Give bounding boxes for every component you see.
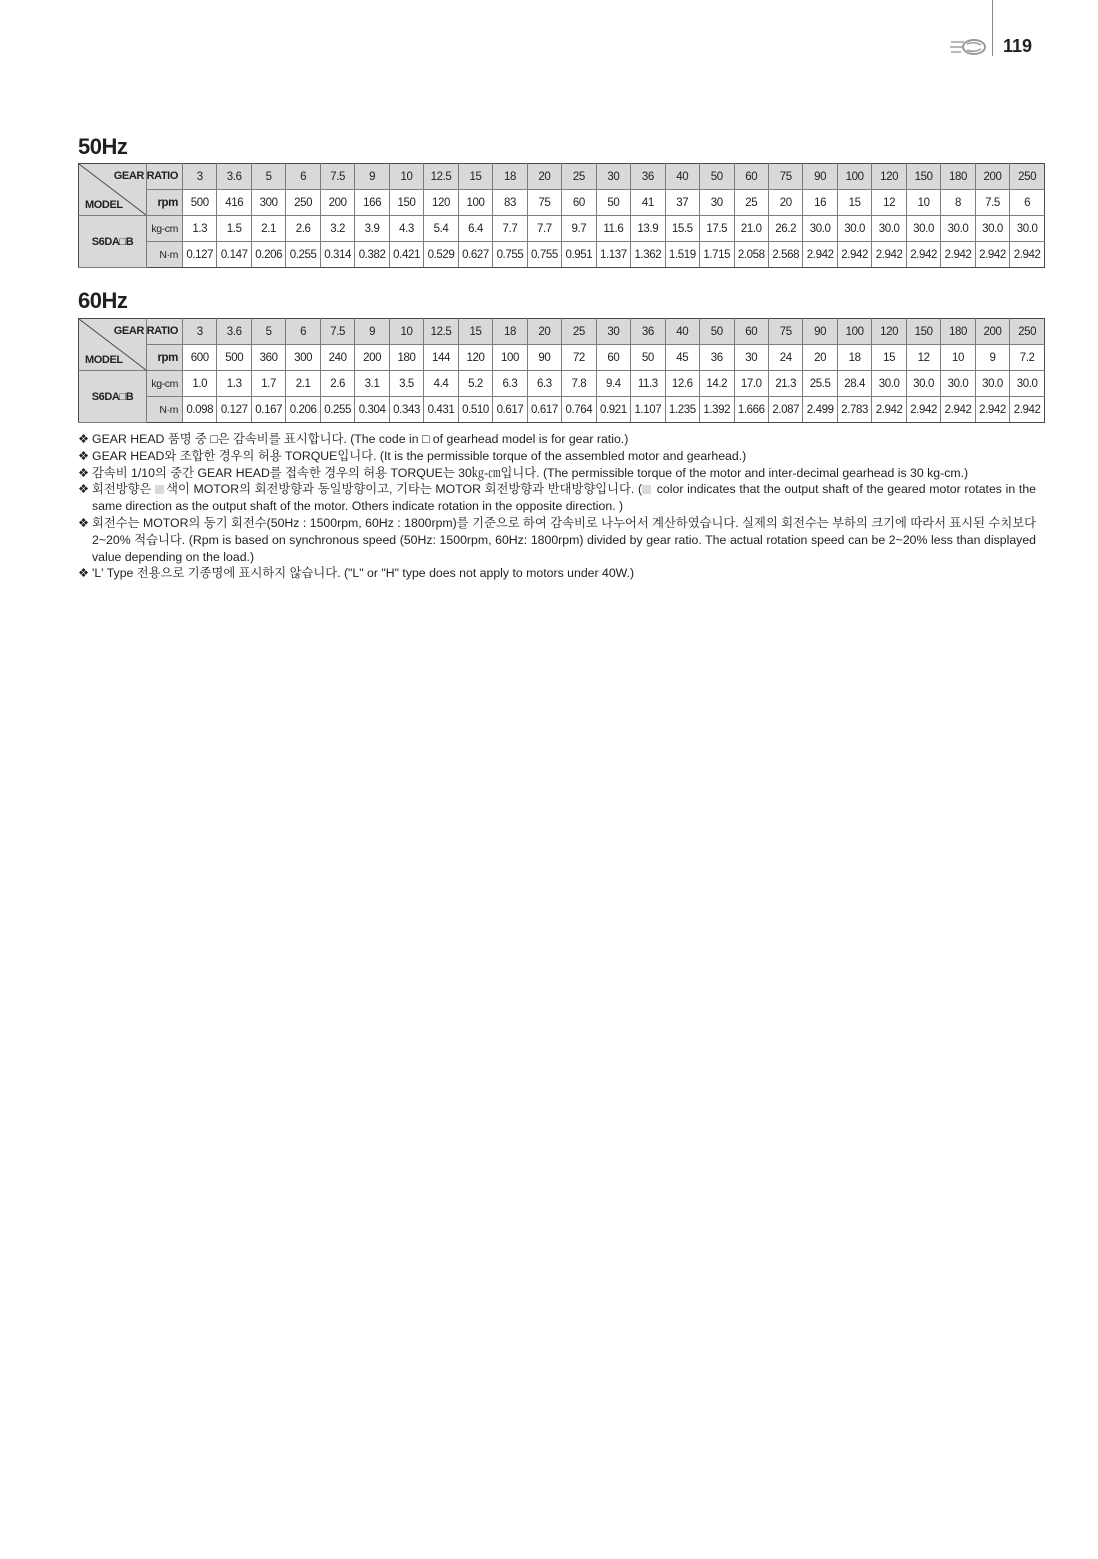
gear-ratio-cell: 75 — [768, 319, 802, 345]
gear-ratio-cell: 250 — [1010, 319, 1045, 345]
note-text: GEAR HEAD와 조합한 경우의 허용 TORQUE입니다. (It is the permissible torque of the assembled motor and gearhead.) — [92, 448, 747, 463]
unit-nm-label: N·m — [147, 242, 183, 268]
kgcm-value-cell: 11.6 — [596, 216, 630, 242]
kgcm-value-cell: 17.0 — [734, 371, 768, 397]
gear-ratio-cell: 6 — [286, 164, 320, 190]
rpm-value-cell: 100 — [493, 345, 527, 371]
gear-ratio-cell: 75 — [768, 164, 802, 190]
kgcm-value-cell: 30.0 — [975, 371, 1009, 397]
bullet-icon: ❖ — [78, 566, 90, 581]
rpm-value-cell: 90 — [527, 345, 561, 371]
rpm-value-cell: 100 — [458, 190, 492, 216]
nm-value-cell: 0.951 — [562, 242, 596, 268]
kgcm-value-cell: 6.3 — [493, 371, 527, 397]
kgcm-value-cell: 30.0 — [1010, 216, 1045, 242]
kgcm-value-cell: 3.1 — [355, 371, 389, 397]
kgcm-value-cell: 1.3 — [217, 371, 251, 397]
rpm-value-cell: 45 — [665, 345, 699, 371]
kgcm-row — [79, 216, 1045, 242]
rpm-value-cell: 500 — [217, 345, 251, 371]
note-text: GEAR HEAD 품명 중 □은 감속비를 표시합니다. (The code in □ of gearhead model is for gear ratio.) — [92, 432, 629, 446]
kgcm-value-cell: 4.3 — [389, 216, 423, 242]
note-item — [78, 465, 1036, 482]
kgcm-value-cell: 3.2 — [320, 216, 354, 242]
kgcm-value-cell: 5.2 — [458, 371, 492, 397]
gear-ratio-cell: 90 — [803, 319, 837, 345]
bullet-icon: ❖ — [78, 432, 90, 446]
nm-value-cell: 2.499 — [803, 397, 837, 423]
kgcm-value-cell: 21.3 — [768, 371, 802, 397]
gear-ratio-cell: 10 — [389, 164, 423, 190]
kgcm-value-cell: 14.2 — [700, 371, 734, 397]
note-text: 색이 MOTOR의 회전방향과 동일방향이고, 기타는 MOTOR 회전방향과 반대방향입니다. ( — [166, 482, 643, 497]
nm-value-cell: 2.783 — [837, 397, 871, 423]
rpm-value-cell: 200 — [355, 345, 389, 371]
nm-value-cell: 1.519 — [665, 242, 699, 268]
gear-ratio-cell: 120 — [872, 319, 906, 345]
kgcm-value-cell: 2.1 — [286, 371, 320, 397]
nm-value-cell: 1.715 — [700, 242, 734, 268]
rpm-value-cell: 500 — [183, 190, 217, 216]
rpm-value-cell: 120 — [458, 345, 492, 371]
kgcm-value-cell: 9.7 — [562, 216, 596, 242]
rpm-value-cell: 75 — [527, 190, 561, 216]
gear-ratio-cell: 150 — [906, 164, 940, 190]
kgcm-value-cell: 6.3 — [527, 371, 561, 397]
kgcm-value-cell: 28.4 — [837, 371, 871, 397]
kgcm-value-cell: 30.0 — [872, 216, 906, 242]
kgcm-value-cell: 1.7 — [251, 371, 285, 397]
nm-value-cell: 2.942 — [1010, 242, 1045, 268]
kgcm-value-cell: 9.4 — [596, 371, 630, 397]
note-text: 회전방향은 — [92, 482, 156, 497]
model-name-cell: S6DA□B — [79, 371, 147, 423]
rpm-label: rpm — [147, 190, 183, 216]
kgcm-value-cell: 2.1 — [251, 216, 285, 242]
note-text: 감속비 1/10의 중간 GEAR HEAD를 접속한 경우의 허용 TORQUE는 30㎏-㎝입니다. (The permissible torque of the motor and inter-decimal gearhead is 30 kg-cm.) — [92, 465, 969, 480]
rpm-value-cell: 600 — [183, 345, 217, 371]
gear-ratio-cell: 9 — [355, 319, 389, 345]
gear-ratio-cell: 20 — [527, 319, 561, 345]
gear-ratio-cell: 36 — [631, 164, 665, 190]
spec-table-50hz — [78, 163, 1045, 268]
gear-ratio-cell: 200 — [975, 319, 1009, 345]
gear-ratio-cell: 15 — [458, 164, 492, 190]
nm-value-cell: 0.510 — [458, 397, 492, 423]
rpm-row — [79, 345, 1045, 371]
nm-value-cell: 0.431 — [424, 397, 458, 423]
rpm-row — [79, 190, 1045, 216]
gear-ratio-cell: 50 — [700, 164, 734, 190]
nm-value-cell: 0.167 — [251, 397, 285, 423]
rpm-value-cell: 60 — [562, 190, 596, 216]
rpm-value-cell: 8 — [941, 190, 975, 216]
rpm-label: rpm — [147, 345, 183, 371]
nm-value-cell: 0.314 — [320, 242, 354, 268]
gear-ratio-cell: 30 — [596, 319, 630, 345]
rpm-value-cell: 240 — [320, 345, 354, 371]
kgcm-value-cell: 7.7 — [493, 216, 527, 242]
bullet-icon: ❖ — [78, 448, 90, 463]
nm-value-cell: 2.942 — [941, 397, 975, 423]
gear-ratio-cell: 25 — [562, 164, 596, 190]
nm-value-cell: 1.235 — [665, 397, 699, 423]
nm-value-cell: 0.127 — [217, 397, 251, 423]
nm-value-cell: 0.617 — [527, 397, 561, 423]
rpm-value-cell: 15 — [837, 190, 871, 216]
rpm-value-cell: 120 — [424, 190, 458, 216]
rpm-value-cell: 6 — [1010, 190, 1045, 216]
gray-swatch-icon — [155, 485, 164, 494]
unit-kgcm-label: kg-cm — [147, 216, 183, 242]
nm-value-cell: 0.206 — [251, 242, 285, 268]
gear-ratio-cell: 6 — [286, 319, 320, 345]
rpm-value-cell: 166 — [355, 190, 389, 216]
nm-value-cell: 2.087 — [768, 397, 802, 423]
rpm-value-cell: 20 — [768, 190, 802, 216]
kgcm-value-cell: 1.0 — [183, 371, 217, 397]
kgcm-value-cell: 5.4 — [424, 216, 458, 242]
nm-value-cell: 0.343 — [389, 397, 423, 423]
nm-value-cell: 2.942 — [803, 242, 837, 268]
gear-ratio-row — [79, 164, 1045, 190]
note-item — [78, 565, 1036, 582]
kgcm-row — [79, 371, 1045, 397]
kgcm-value-cell: 7.7 — [527, 216, 561, 242]
kgcm-value-cell: 13.9 — [631, 216, 665, 242]
rpm-value-cell: 200 — [320, 190, 354, 216]
kgcm-value-cell: 30.0 — [837, 216, 871, 242]
rpm-value-cell: 300 — [251, 190, 285, 216]
nm-value-cell: 1.392 — [700, 397, 734, 423]
model-label: MODEL — [85, 354, 123, 366]
gear-ratio-cell: 15 — [458, 319, 492, 345]
gear-ratio-row — [79, 319, 1045, 345]
kgcm-value-cell: 6.4 — [458, 216, 492, 242]
kgcm-value-cell: 30.0 — [975, 216, 1009, 242]
gear-ratio-cell: 90 — [803, 164, 837, 190]
header-divider — [992, 0, 993, 56]
kgcm-value-cell: 30.0 — [906, 371, 940, 397]
nm-value-cell: 0.255 — [286, 242, 320, 268]
nm-value-cell: 1.137 — [596, 242, 630, 268]
nm-value-cell: 2.942 — [906, 397, 940, 423]
gear-ratio-cell: 40 — [665, 319, 699, 345]
rpm-value-cell: 83 — [493, 190, 527, 216]
rpm-value-cell: 10 — [906, 190, 940, 216]
rpm-value-cell: 30 — [700, 190, 734, 216]
nm-value-cell: 2.942 — [975, 242, 1009, 268]
kgcm-value-cell: 17.5 — [700, 216, 734, 242]
rpm-value-cell: 10 — [941, 345, 975, 371]
nm-value-cell: 0.617 — [493, 397, 527, 423]
bullet-icon: ❖ — [78, 515, 90, 530]
gear-ratio-cell: 5 — [251, 319, 285, 345]
gear-ratio-cell: 30 — [596, 164, 630, 190]
kgcm-value-cell: 30.0 — [941, 216, 975, 242]
nm-value-cell: 0.627 — [458, 242, 492, 268]
kgcm-value-cell: 1.5 — [217, 216, 251, 242]
kgcm-value-cell: 1.3 — [183, 216, 217, 242]
nm-value-cell: 2.942 — [906, 242, 940, 268]
gear-ratio-cell: 180 — [941, 164, 975, 190]
nm-value-cell: 2.942 — [1010, 397, 1045, 423]
gear-ratio-cell: 60 — [734, 164, 768, 190]
gear-ratio-cell: 20 — [527, 164, 561, 190]
rpm-value-cell: 30 — [734, 345, 768, 371]
nm-value-cell: 0.755 — [527, 242, 561, 268]
note-text: 'L' Type 전용으로 기종명에 표시하지 않습니다. ("L" or "H" type does not apply to motors under 40W.) — [92, 566, 635, 581]
nm-value-cell: 2.942 — [872, 397, 906, 423]
nm-value-cell: 0.304 — [355, 397, 389, 423]
gear-ratio-cell: 9 — [355, 164, 389, 190]
spg-logo — [950, 38, 986, 56]
rpm-value-cell: 25 — [734, 190, 768, 216]
gear-ratio-cell: 18 — [493, 319, 527, 345]
nm-value-cell: 2.058 — [734, 242, 768, 268]
rpm-value-cell: 250 — [286, 190, 320, 216]
nm-value-cell: 0.098 — [183, 397, 217, 423]
kgcm-value-cell: 30.0 — [872, 371, 906, 397]
rpm-value-cell: 144 — [424, 345, 458, 371]
nm-value-cell: 2.942 — [975, 397, 1009, 423]
rpm-value-cell: 7.2 — [1010, 345, 1045, 371]
rpm-value-cell: 20 — [803, 345, 837, 371]
kgcm-value-cell: 2.6 — [286, 216, 320, 242]
kgcm-value-cell: 26.2 — [768, 216, 802, 242]
gear-ratio-cell: 250 — [1010, 164, 1045, 190]
gear-ratio-cell: 3.6 — [217, 319, 251, 345]
nm-value-cell: 1.362 — [631, 242, 665, 268]
nm-row — [79, 397, 1045, 423]
gear-ratio-cell: 5 — [251, 164, 285, 190]
bullet-icon: ❖ — [78, 465, 90, 480]
nm-row — [79, 242, 1045, 268]
section-title-60hz: 60Hz — [78, 288, 128, 313]
gear-ratio-cell: 180 — [941, 319, 975, 345]
gear-ratio-cell: 200 — [975, 164, 1009, 190]
section-title-50hz: 50Hz — [78, 134, 128, 159]
note-item — [78, 515, 1036, 565]
kgcm-value-cell: 7.8 — [562, 371, 596, 397]
kgcm-value-cell: 30.0 — [1010, 371, 1045, 397]
nm-value-cell: 0.764 — [562, 397, 596, 423]
gear-ratio-cell: 10 — [389, 319, 423, 345]
gear-ratio-cell: 12.5 — [424, 164, 458, 190]
gray-swatch-icon — [642, 485, 651, 494]
gear-ratio-cell: 36 — [631, 319, 665, 345]
rpm-value-cell: 16 — [803, 190, 837, 216]
nm-value-cell: 0.206 — [286, 397, 320, 423]
model-label: MODEL — [85, 199, 123, 211]
rpm-value-cell: 60 — [596, 345, 630, 371]
nm-value-cell: 1.107 — [631, 397, 665, 423]
rpm-value-cell: 360 — [251, 345, 285, 371]
gear-ratio-cell: 150 — [906, 319, 940, 345]
kgcm-value-cell: 21.0 — [734, 216, 768, 242]
unit-kgcm-label: kg-cm — [147, 371, 183, 397]
rpm-value-cell: 72 — [562, 345, 596, 371]
nm-value-cell: 1.666 — [734, 397, 768, 423]
rpm-value-cell: 50 — [596, 190, 630, 216]
spec-table-60hz — [78, 318, 1045, 423]
gear-ratio-cell: 120 — [872, 164, 906, 190]
nm-value-cell: 2.942 — [837, 242, 871, 268]
rpm-value-cell: 36 — [700, 345, 734, 371]
rpm-value-cell: 12 — [872, 190, 906, 216]
gear-ratio-cell: 12.5 — [424, 319, 458, 345]
nm-value-cell: 0.147 — [217, 242, 251, 268]
notes-section — [78, 431, 1036, 582]
nm-value-cell: 0.755 — [493, 242, 527, 268]
bullet-icon: ❖ — [78, 482, 90, 497]
kgcm-value-cell: 2.6 — [320, 371, 354, 397]
gear-ratio-cell: 40 — [665, 164, 699, 190]
kgcm-value-cell: 30.0 — [906, 216, 940, 242]
note-item — [78, 448, 1036, 465]
gear-ratio-cell: 3.6 — [217, 164, 251, 190]
nm-value-cell: 0.382 — [355, 242, 389, 268]
gear-ratio-cell: 7.5 — [320, 319, 354, 345]
gear-ratio-cell: 7.5 — [320, 164, 354, 190]
rpm-value-cell: 41 — [631, 190, 665, 216]
rpm-value-cell: 180 — [389, 345, 423, 371]
rpm-value-cell: 9 — [975, 345, 1009, 371]
kgcm-value-cell: 12.6 — [665, 371, 699, 397]
note-text: color indicates that the output shaft of the geared motor rotates in the same direction as the output shaft of the motor. Others indicate rotation in the opposite direction. ) — [92, 482, 1036, 514]
rpm-value-cell: 150 — [389, 190, 423, 216]
kgcm-value-cell: 30.0 — [941, 371, 975, 397]
kgcm-value-cell: 11.3 — [631, 371, 665, 397]
kgcm-value-cell: 3.9 — [355, 216, 389, 242]
rpm-value-cell: 18 — [837, 345, 871, 371]
gear-ratio-label: GEAR RATIO — [113, 325, 178, 337]
gear-ratio-cell: 100 — [837, 319, 871, 345]
gear-ratio-cell: 60 — [734, 319, 768, 345]
gear-ratio-label: GEAR RATIO — [113, 170, 178, 182]
gear-ratio-cell: 3 — [183, 319, 217, 345]
nm-value-cell: 2.942 — [872, 242, 906, 268]
nm-value-cell: 2.942 — [941, 242, 975, 268]
nm-value-cell: 0.421 — [389, 242, 423, 268]
kgcm-value-cell: 30.0 — [803, 216, 837, 242]
model-name-cell: S6DA□B — [79, 216, 147, 268]
nm-value-cell: 2.568 — [768, 242, 802, 268]
rpm-value-cell: 37 — [665, 190, 699, 216]
nm-value-cell: 0.127 — [183, 242, 217, 268]
gear-ratio-cell: 100 — [837, 164, 871, 190]
nm-value-cell: 0.529 — [424, 242, 458, 268]
page-number: 119 — [1003, 36, 1033, 56]
gear-ratio-cell: 18 — [493, 164, 527, 190]
rpm-value-cell: 12 — [906, 345, 940, 371]
gear-ratio-cell: 3 — [183, 164, 217, 190]
nm-value-cell: 0.255 — [320, 397, 354, 423]
kgcm-value-cell: 3.5 — [389, 371, 423, 397]
rpm-value-cell: 15 — [872, 345, 906, 371]
note-item — [78, 431, 1036, 448]
kgcm-value-cell: 4.4 — [424, 371, 458, 397]
kgcm-value-cell: 15.5 — [665, 216, 699, 242]
note-item — [78, 481, 1036, 515]
rpm-value-cell: 300 — [286, 345, 320, 371]
kgcm-value-cell: 25.5 — [803, 371, 837, 397]
gear-ratio-cell: 50 — [700, 319, 734, 345]
gear-ratio-cell: 25 — [562, 319, 596, 345]
note-text: 회전수는 MOTOR의 동기 회전수(50Hz : 1500rpm, 60Hz : 1800rpm)를 기준으로 하여 감속비로 나누어서 계산하였습니다. 실제의 회전수는 부하의 크기에 따라서 표시된 수치보다 2~20% 적습니다. (Rpm is based on synchronous speed (50Hz: 1500rpm, 60Hz: 1800rpm) divided by gear ratio. The actual rotation speed can be 2~20% less than displayed value depending on the load.) — [92, 515, 1036, 564]
rpm-value-cell: 24 — [768, 345, 802, 371]
rpm-value-cell: 7.5 — [975, 190, 1009, 216]
rpm-value-cell: 416 — [217, 190, 251, 216]
nm-value-cell: 0.921 — [596, 397, 630, 423]
rpm-value-cell: 50 — [631, 345, 665, 371]
unit-nm-label: N·m — [147, 397, 183, 423]
